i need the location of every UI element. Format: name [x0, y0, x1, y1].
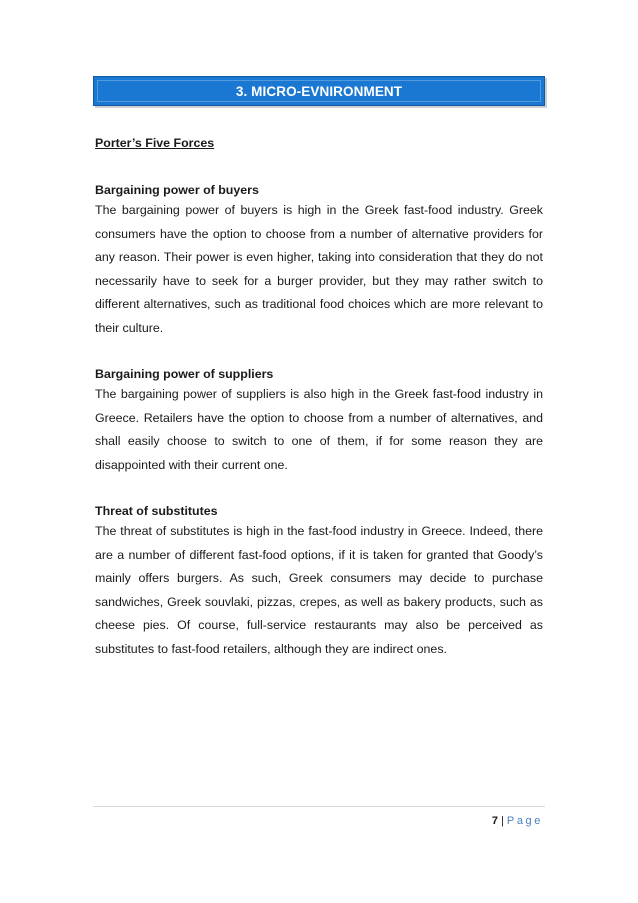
page-footer [492, 814, 543, 828]
section-heading: Threat of substitutes [95, 504, 218, 518]
section-title: 3. MICRO-EVNIRONMENT [235, 83, 403, 99]
section-suppliers [95, 367, 543, 477]
section-substitutes [95, 504, 543, 661]
section-header-bar [93, 76, 545, 106]
section-paragraph: The threat of substitutes is high in the fast-food industry in Greece. Indeed, there are a number of different fast-food options, if it is taken for granted that Goody’s mainly offers burgers. As such, Greek consumers may decide to purchase sandwiches, Greek souvlaki, pizzas, crepes, as well as bakery products, such as cheese pies. Of course, full-service restaurants may also be perceived as substitutes to fast-food retailers, although they are indirect ones. [95, 524, 543, 656]
document-body [95, 135, 543, 688]
page-number: 7 [491, 815, 499, 827]
section-paragraph: The bargaining power of buyers is high in the Greek fast-food industry. Greek consumers have the option to choose from a number of alternative providers for any reason. Their power is even higher, taking into consideration that they do not necessarily have to seek for a burger provider, but they may rather switch to different alternatives, such as traditional food choices which are more relevant to their culture. [95, 203, 543, 335]
footer-separator: | [501, 815, 504, 827]
section-paragraph: The bargaining power of suppliers is also high in the Greek fast-food industry in Greece. Retailers have the option to choose from a number of alternatives, and shall easily choose to switch to one of them, if for some reason they are disappointed with their current one. [95, 387, 543, 472]
section-heading: Bargaining power of suppliers [95, 367, 274, 381]
section-heading: Bargaining power of buyers [95, 183, 259, 197]
page-word: Page [506, 815, 543, 827]
footer-divider [93, 806, 545, 807]
section-buyers [95, 183, 543, 340]
document-subtitle: Porter’s Five Forces [95, 136, 215, 150]
